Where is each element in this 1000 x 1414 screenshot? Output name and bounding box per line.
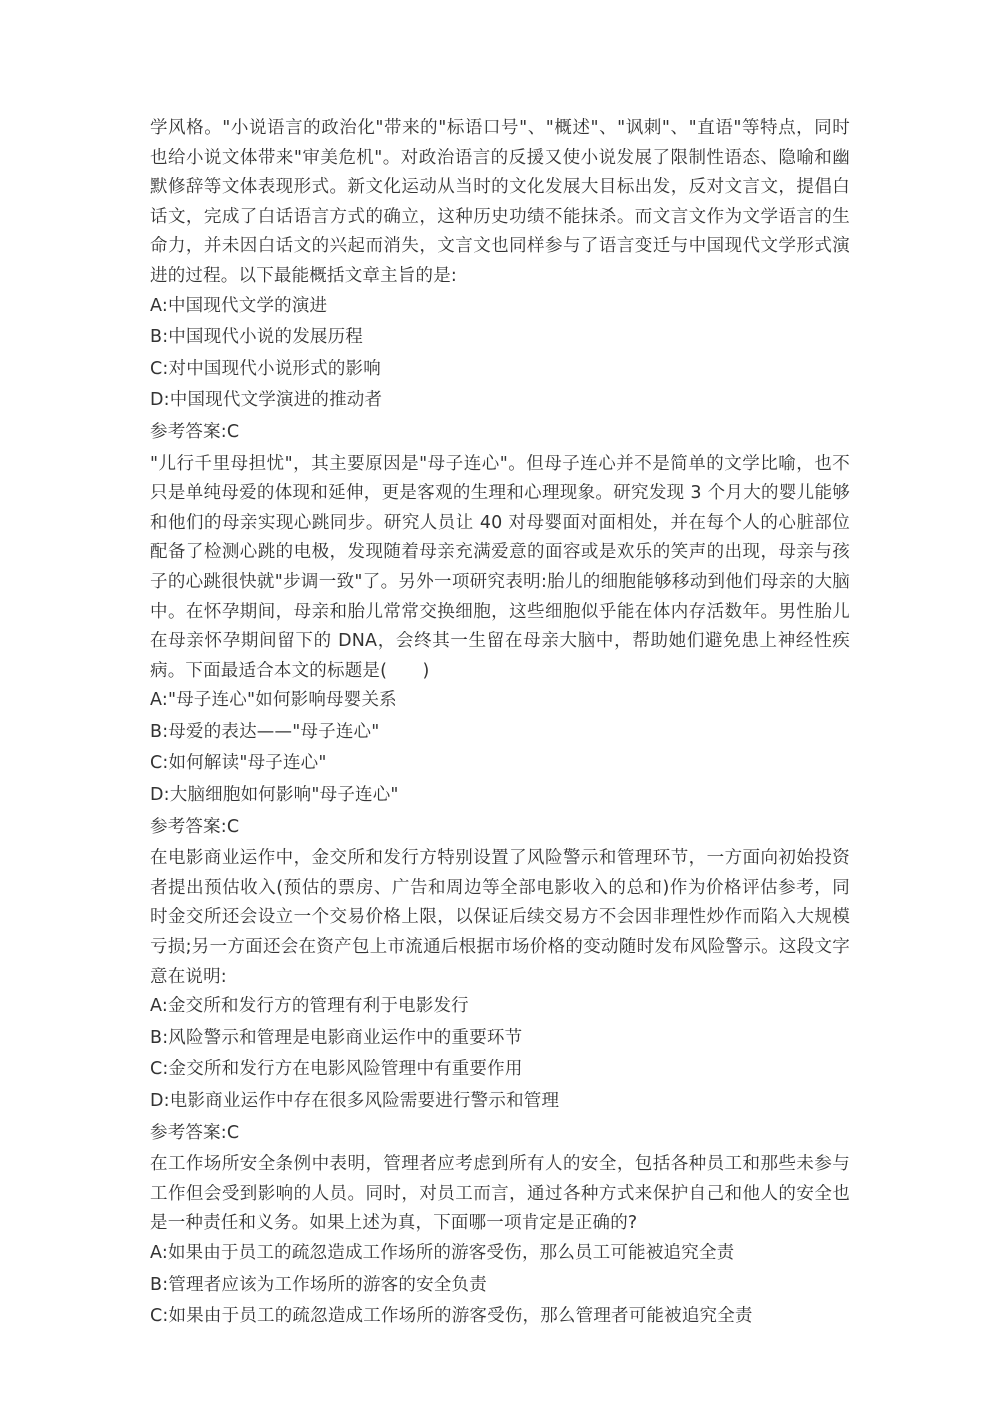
- option-a: A:金交所和发行方的管理有利于电影发行: [150, 996, 469, 1017]
- option-b: B:管理者应该为工作场所的游客的安全负责: [150, 1274, 487, 1295]
- option-b: B:风险警示和管理是电影商业运作中的重要环节: [150, 1027, 523, 1048]
- reference-answer: 参考答案:C: [150, 421, 240, 442]
- option-d: D:中国现代文学演进的推动者: [150, 390, 383, 411]
- option-b: B:中国现代小说的发展历程: [150, 327, 364, 348]
- document-page: [150, 114, 850, 1334]
- question-stem: "儿行千里母担忧"，其主要原因是"母子连心"。但母子连心并不是简单的文学比喻，也不只是单纯母爱的体现和延伸，更是客观的生理和心理现象。研究发现 3 个月大的婴儿能够和他们的母亲实现心跳同步。研究人员让 40 对母婴面对面相处，并在每个人的心脏部位配备了检测心跳的电极，发现随着母亲充满爱意的面容或是欢乐的笑声的出现，母亲与孩子的心跳很快就"步调一致"了。另外一项研究表明:胎儿的细胞能够移动到他们母亲的大脑中。在怀孕期间，母亲和胎儿常常交换细胞，这些细胞似乎能在体内存活数年。男性胎儿在母亲怀孕期间留下的 DNA，会终其一生留在母亲大脑中，帮助她们避免患上神经性疾病。下面最适合本文的标题是( ): [150, 453, 850, 681]
- question-stem: 在工作场所安全条例中表明，管理者应考虑到所有人的安全，包括各种员工和那些未参与工作但会受到影响的人员。同时，对员工而言，通过各种方式来保护自己和他人的安全也是一种责任和义务。如果上述为真，下面哪一项肯定是正确的?: [150, 1154, 850, 1234]
- option-c: C:如何解读"母子连心": [150, 753, 327, 774]
- reference-answer: 参考答案:C: [150, 816, 240, 837]
- option-a: A:中国现代文学的演进: [150, 295, 328, 316]
- question-stem: 在电影商业运作中，金交所和发行方特别设置了风险警示和管理环节，一方面向初始投资者提出预估收入(预估的票房、广告和周边等全部电影收入的总和)作为价格评估参考，同时金交所还会设立一个交易价格上限，以保证后续交易方不会因非理性炒作而陷入大规模亏损;另一方面还会在资产包上市流通后根据市场价格的变动随时发布风险警示。这段文字意在说明:: [150, 848, 850, 987]
- option-d: D:电影商业运作中存在很多风险需要进行警示和管理: [150, 1091, 560, 1111]
- option-b: B:母爱的表达——"母子连心": [150, 721, 380, 742]
- question-block: [150, 114, 850, 450]
- option-c: C:对中国现代小说形式的影响: [150, 358, 381, 379]
- option-c: C:金交所和发行方在电影风险管理中有重要作用: [150, 1059, 523, 1080]
- reference-answer: 参考答案:C: [150, 1122, 240, 1143]
- question-stem: 学风格。"小说语言的政治化"带来的"标语口号"、"概述"、"讽刺"、"直语"等特点，同时也给小说文体带来"审美危机"。对政治语言的反援又使小说发展了限制性语态、隐喻和幽默修辞等文体表现形式。新文化运动从当时的文化发展大目标出发，反对文言文，提倡白话文，完成了白话语言方式的确立，这种历史功绩不能抹杀。而文言文作为文学语言的生命力，并未因白话文的兴起而消失，文言文也同样参与了语言变迁与中国现代文学形式演进的过程。以下最能概括文章主旨的是:: [150, 118, 850, 286]
- question-block: [150, 844, 850, 1150]
- question-block: [150, 450, 850, 845]
- question-block: [150, 1150, 850, 1334]
- option-c: C:如果由于员工的疏忽造成工作场所的游客受伤，那么管理者可能被追究全责: [150, 1306, 753, 1327]
- option-a: A:"母子连心"如何影响母婴关系: [150, 690, 397, 711]
- option-a: A:如果由于员工的疏忽造成工作场所的游客受伤，那么员工可能被追究全责: [150, 1242, 735, 1263]
- option-d: D:大脑细胞如何影响"母子连心": [150, 785, 399, 806]
